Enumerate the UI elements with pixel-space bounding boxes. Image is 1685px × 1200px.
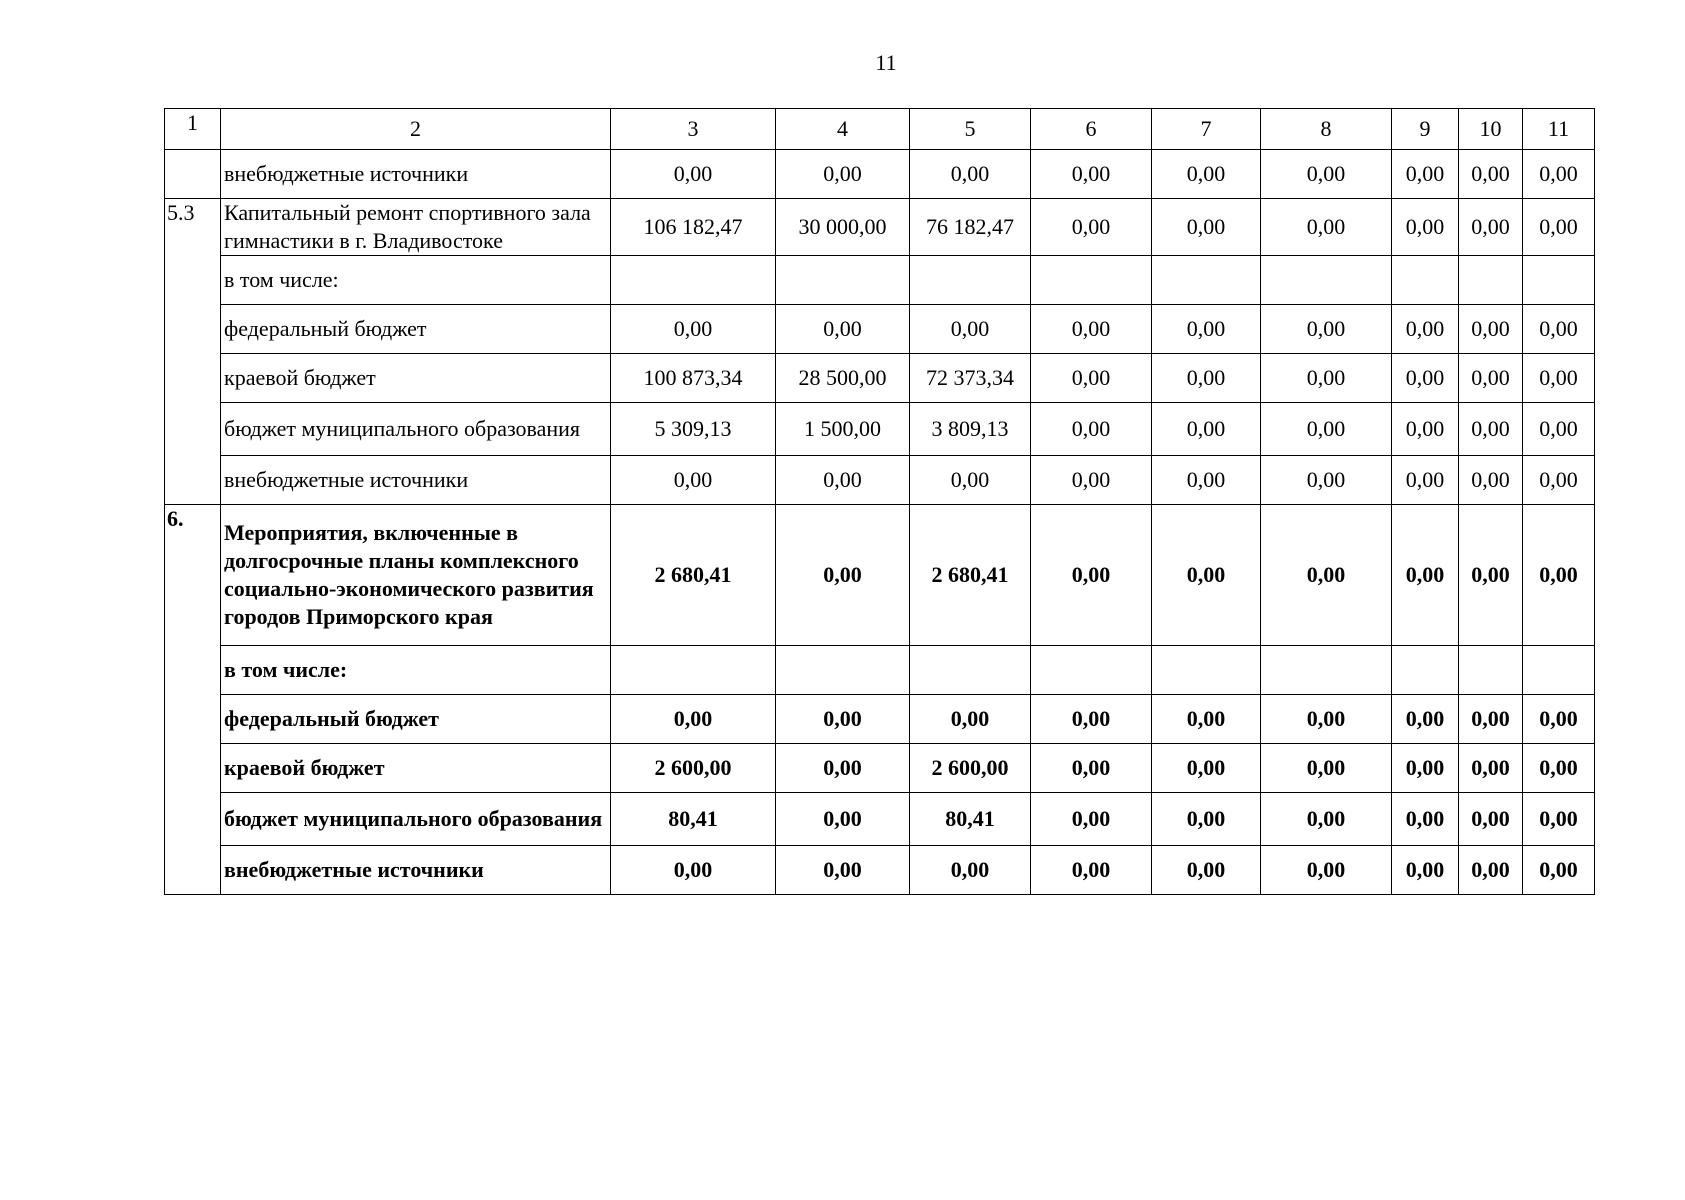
value-cell: 0,00	[1261, 305, 1392, 354]
table-row	[165, 744, 1595, 793]
value-cell: 0,00	[1523, 403, 1595, 456]
value-cell: 0,00	[1459, 744, 1523, 793]
value-cell: 0,00	[1152, 354, 1261, 403]
value-cell: 0,00	[1459, 354, 1523, 403]
value-cell: 0,00	[910, 846, 1031, 895]
value-cell: 0,00	[1392, 456, 1459, 505]
value-cell: 0,00	[611, 150, 776, 199]
value-cell	[1031, 256, 1152, 305]
row-label: внебюджетные источники	[221, 150, 611, 199]
header-cell: 7	[1152, 109, 1261, 150]
row-label: внебюджетные источники	[221, 846, 611, 895]
value-cell: 0,00	[1261, 505, 1392, 646]
value-cell: 0,00	[1523, 744, 1595, 793]
value-cell	[611, 646, 776, 695]
row-label: бюджет муниципального образования	[221, 403, 611, 456]
value-cell: 0,00	[1459, 403, 1523, 456]
value-cell: 0,00	[1031, 150, 1152, 199]
value-cell: 2 600,00	[910, 744, 1031, 793]
value-cell: 0,00	[910, 305, 1031, 354]
value-cell: 0,00	[1031, 403, 1152, 456]
value-cell: 0,00	[1523, 354, 1595, 403]
value-cell: 0,00	[1152, 793, 1261, 846]
table-row	[165, 256, 1595, 305]
table-row	[165, 199, 1595, 256]
table-row	[165, 305, 1595, 354]
value-cell: 106 182,47	[611, 199, 776, 256]
value-cell: 0,00	[1261, 695, 1392, 744]
value-cell: 0,00	[1261, 403, 1392, 456]
value-cell: 0,00	[776, 305, 910, 354]
value-cell: 0,00	[1459, 846, 1523, 895]
value-cell: 0,00	[1392, 846, 1459, 895]
value-cell: 0,00	[1392, 695, 1459, 744]
header-cell: 4	[776, 109, 910, 150]
value-cell	[1459, 646, 1523, 695]
value-cell: 76 182,47	[910, 199, 1031, 256]
value-cell: 0,00	[1392, 793, 1459, 846]
value-cell: 28 500,00	[776, 354, 910, 403]
value-cell: 0,00	[1031, 505, 1152, 646]
value-cell: 0,00	[611, 456, 776, 505]
budget-table	[164, 108, 1595, 895]
value-cell: 0,00	[1031, 354, 1152, 403]
header-cell: 10	[1459, 109, 1523, 150]
value-cell	[910, 256, 1031, 305]
value-cell: 0,00	[1459, 456, 1523, 505]
value-cell: 0,00	[1152, 403, 1261, 456]
value-cell: 0,00	[1152, 505, 1261, 646]
value-cell: 0,00	[1031, 695, 1152, 744]
value-cell: 0,00	[1392, 744, 1459, 793]
value-cell	[1031, 646, 1152, 695]
value-cell	[1261, 256, 1392, 305]
value-cell: 1 500,00	[776, 403, 910, 456]
value-cell: 0,00	[1152, 456, 1261, 505]
value-cell: 72 373,34	[910, 354, 1031, 403]
value-cell: 2 600,00	[611, 744, 776, 793]
value-cell: 0,00	[1392, 305, 1459, 354]
value-cell: 0,00	[1152, 846, 1261, 895]
row-label: в том числе:	[221, 646, 611, 695]
value-cell: 0,00	[1152, 744, 1261, 793]
value-cell	[910, 646, 1031, 695]
value-cell	[1523, 646, 1595, 695]
table-row	[165, 150, 1595, 199]
value-cell	[776, 256, 910, 305]
header-cell: 9	[1392, 109, 1459, 150]
value-cell: 0,00	[1459, 793, 1523, 846]
value-cell: 0,00	[1459, 305, 1523, 354]
table-row	[165, 354, 1595, 403]
page-number: 11	[875, 50, 897, 75]
value-cell: 0,00	[1459, 505, 1523, 646]
header-row	[165, 109, 1595, 150]
value-cell: 100 873,34	[611, 354, 776, 403]
value-cell: 0,00	[1459, 150, 1523, 199]
row-label: внебюджетные источники	[221, 456, 611, 505]
row-label: федеральный бюджет	[221, 695, 611, 744]
header-cell: 11	[1523, 109, 1595, 150]
value-cell: 0,00	[776, 456, 910, 505]
row-index: 5.3	[165, 199, 221, 505]
row-index	[165, 150, 221, 199]
value-cell	[1261, 646, 1392, 695]
value-cell: 0,00	[1261, 793, 1392, 846]
value-cell: 2 680,41	[910, 505, 1031, 646]
value-cell: 0,00	[1031, 305, 1152, 354]
header-cell: 2	[221, 109, 611, 150]
value-cell	[1152, 646, 1261, 695]
value-cell: 0,00	[1152, 305, 1261, 354]
row-label: Мероприятия, включенные в долгосрочные планы комплексного социально-экономического развития городов Приморского края	[221, 505, 611, 646]
value-cell: 0,00	[910, 695, 1031, 744]
value-cell: 0,00	[1031, 793, 1152, 846]
value-cell	[1152, 256, 1261, 305]
header-cell: 3	[611, 109, 776, 150]
value-cell: 0,00	[1152, 199, 1261, 256]
value-cell: 30 000,00	[776, 199, 910, 256]
value-cell: 0,00	[1031, 456, 1152, 505]
value-cell: 0,00	[776, 150, 910, 199]
value-cell: 0,00	[776, 744, 910, 793]
value-cell: 0,00	[1392, 505, 1459, 646]
table-row	[165, 846, 1595, 895]
value-cell: 3 809,13	[910, 403, 1031, 456]
value-cell: 0,00	[1392, 403, 1459, 456]
row-label: краевой бюджет	[221, 354, 611, 403]
value-cell: 5 309,13	[611, 403, 776, 456]
value-cell: 0,00	[1523, 150, 1595, 199]
row-index: 6.	[165, 505, 221, 895]
value-cell: 0,00	[910, 150, 1031, 199]
value-cell: 0,00	[1392, 150, 1459, 199]
header-cell: 6	[1031, 109, 1152, 150]
value-cell: 0,00	[1523, 793, 1595, 846]
value-cell: 0,00	[1459, 199, 1523, 256]
value-cell: 0,00	[1261, 354, 1392, 403]
value-cell: 0,00	[1031, 846, 1152, 895]
value-cell: 0,00	[611, 846, 776, 895]
table-row	[165, 695, 1595, 744]
value-cell	[1392, 256, 1459, 305]
value-cell	[1392, 646, 1459, 695]
table-row	[165, 793, 1595, 846]
value-cell: 0,00	[611, 305, 776, 354]
value-cell: 0,00	[1031, 744, 1152, 793]
value-cell: 0,00	[776, 793, 910, 846]
value-cell: 0,00	[1261, 150, 1392, 199]
row-label: Капитальный ремонт спортивного зала гимнастики в г. Владивостоке	[221, 199, 611, 256]
value-cell: 0,00	[1523, 305, 1595, 354]
value-cell: 0,00	[1523, 695, 1595, 744]
value-cell: 0,00	[1392, 199, 1459, 256]
value-cell: 0,00	[1392, 354, 1459, 403]
row-label: бюджет муниципального образования	[221, 793, 611, 846]
table-row	[165, 456, 1595, 505]
value-cell	[1523, 256, 1595, 305]
row-label: в том числе:	[221, 256, 611, 305]
header-cell: 1	[165, 109, 221, 150]
value-cell: 0,00	[1261, 199, 1392, 256]
value-cell: 0,00	[1261, 744, 1392, 793]
header-cell: 5	[910, 109, 1031, 150]
value-cell: 0,00	[1261, 846, 1392, 895]
table-row	[165, 505, 1595, 646]
row-label: краевой бюджет	[221, 744, 611, 793]
value-cell: 0,00	[776, 846, 910, 895]
header-cell: 8	[1261, 109, 1392, 150]
value-cell	[776, 646, 910, 695]
value-cell: 80,41	[910, 793, 1031, 846]
value-cell: 2 680,41	[611, 505, 776, 646]
value-cell: 80,41	[611, 793, 776, 846]
row-label: федеральный бюджет	[221, 305, 611, 354]
value-cell: 0,00	[776, 695, 910, 744]
value-cell	[611, 256, 776, 305]
value-cell: 0,00	[910, 456, 1031, 505]
value-cell: 0,00	[611, 695, 776, 744]
table-row	[165, 646, 1595, 695]
value-cell: 0,00	[1523, 505, 1595, 646]
value-cell	[1459, 256, 1523, 305]
value-cell: 0,00	[1031, 199, 1152, 256]
value-cell: 0,00	[1152, 150, 1261, 199]
value-cell: 0,00	[1523, 846, 1595, 895]
value-cell: 0,00	[1459, 695, 1523, 744]
value-cell: 0,00	[1523, 199, 1595, 256]
value-cell: 0,00	[776, 505, 910, 646]
table-row	[165, 403, 1595, 456]
value-cell: 0,00	[1261, 456, 1392, 505]
value-cell: 0,00	[1523, 456, 1595, 505]
value-cell: 0,00	[1152, 695, 1261, 744]
